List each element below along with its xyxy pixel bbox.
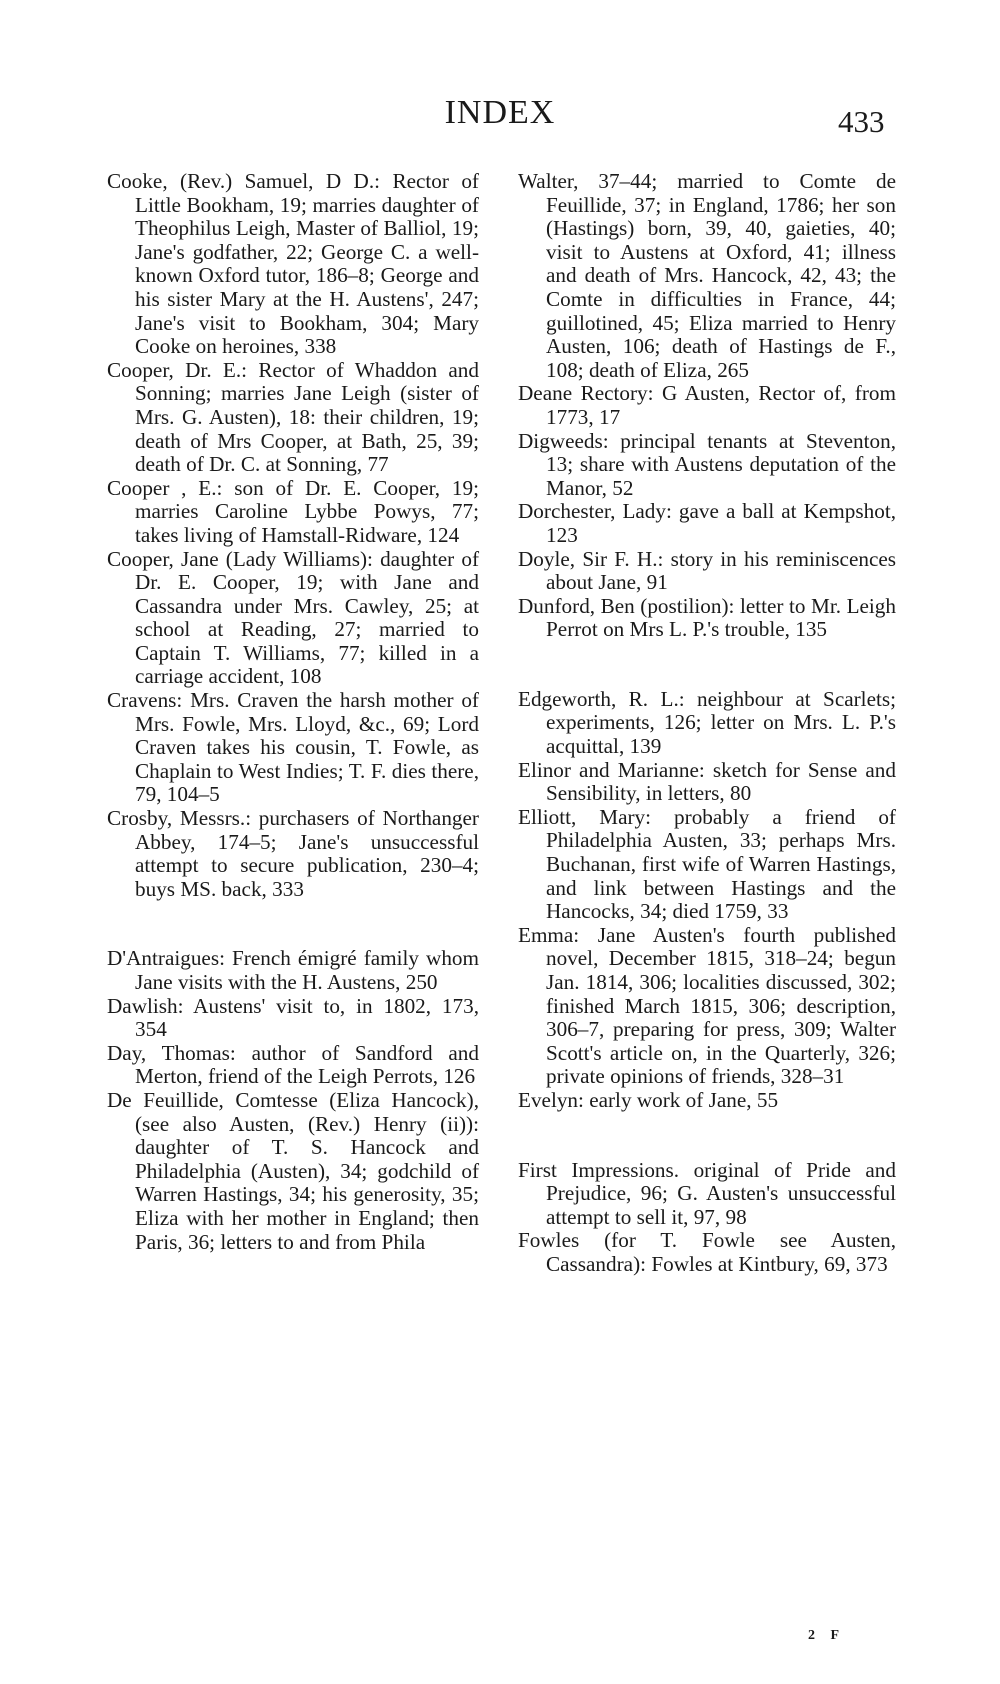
index-entry: Emma: Jane Austen's fourth published novel, December 1815, 318–24; begun Jan. 1814, 306; localities discussed, 302; finished March 1815, 306; description, 306–7, preparing for press, 309; Walter Scott's article on, in the Quarterly, 326; private opinions of friends, 328–31 xyxy=(518,922,896,1089)
index-entry: Crosby, Messrs.: purchasers of Northanger Abbey, 174–5; Jane's unsuccessful attempt to secure publication, 230–4; buys MS. back, 333 xyxy=(107,806,479,901)
index-entry: Elinor and Marianne: sketch for Sense and Sensibility, in letters, 80 xyxy=(518,757,896,806)
index-entry: Cooper, Dr. E.: Rector of Whaddon and Sonning; marries Jane Leigh (sister of Mrs. G. Austen), 18: their children, 19; death of Mrs Cooper, at Bath, 25, 39; death of Dr. C. at Sonning, 77 xyxy=(107,357,479,477)
page-number: 433 xyxy=(838,104,885,139)
index-entry: Day, Thomas: author of Sandford and Merton, friend of the Leigh Perrots, 126 xyxy=(107,1040,479,1089)
index-entry: Edgeworth, R. L.: neighbour at Scarlets; experiments, 126; letter on Mrs. L. P.'s acquittal, 139 xyxy=(518,686,896,759)
index-entry: Elliott, Mary: probably a friend of Philadelphia Austen, 33; perhaps Mrs. Buchanan, first wife of Warren Hastings, and link between Hastings and the Hancocks, 34; died 1759, 33 xyxy=(518,804,896,924)
page-header xyxy=(0,94,1000,144)
index-entry: De Feuillide, Comtesse (Eliza Hancock), (see also Austen, (Rev.) Henry (ii)): daughter of T. S. Hancock and Philadelphia (Austen), 34; godchild of Warren Hastings, 34; his generosity, 35; Eliza with her mother in England; then Paris, 36; letters to and from Phila xyxy=(107,1087,479,1254)
index-entry: Cooper , E.: son of Dr. E. Cooper, 19; marries Caroline Lybbe Powys, 77; takes living of Hamstall-Ridware, 124 xyxy=(107,475,479,547)
index-entry: Evelyn: early work of Jane, 55 xyxy=(518,1087,779,1112)
index-entry: Digweeds: principal tenants at Steventon, 13; share with Austens deputation of the Manor, 52 xyxy=(518,428,896,500)
index-entry: Cooke, (Rev.) Samuel, D D.: Rector of Little Bookham, 19; marries daughter of Theophilus Leigh, Master of Balliol, 19; Jane's godfather, 22; George C. a well-known Oxford tutor, 186–8; George and his sister Mary at the H. Austens', 247; Jane's visit to Bookham, 304; Mary Cooke on heroines, 338 xyxy=(107,169,479,359)
index-entry: Doyle, Sir F. H.: story in his reminiscences about Jane, 91 xyxy=(518,546,896,595)
index-entry: Walter, 37–44; married to Comte de Feuillide, 37; in England, 1786; her son (Hastings) born, 39, 40, gaieties, 40; visit to Austens at Oxford, 41; illness and death of Mrs. Hancock, 42, 43; the Comte in difficulties in France, 44; guillotined, 45; Eliza married to Henry Austen, 106; death of Hastings de F., 108; death of Eliza, 265 xyxy=(518,169,896,382)
index-entry: Cravens: Mrs. Craven the harsh mother of Mrs. Fowle, Mrs. Lloyd, &c., 69; Lord Craven takes his cousin, T. Fowle, as Chaplain to West Indies; T. F. dies there, 79, 104–5 xyxy=(107,688,479,807)
index-entry: Fowles (for T. Fowle see Austen, Cassandra): Fowles at Kintbury, 69, 373 xyxy=(518,1228,896,1276)
left-column xyxy=(107,170,479,1254)
index-entry: Dawlish: Austens' visit to, in 1802, 173, 354 xyxy=(107,993,479,1042)
signature-mark: 2 F xyxy=(808,1628,846,1643)
page-title: INDEX xyxy=(444,94,556,131)
right-column xyxy=(518,170,896,1277)
index-entry: Dunford, Ben (postilion): letter to Mr. Leigh Perrot on Mrs L. P.'s trouble, 135 xyxy=(518,593,896,642)
index-entry: Dorchester, Lady: gave a ball at Kempshot, 123 xyxy=(518,499,896,547)
index-entry: Cooper, Jane (Lady Williams): daughter of Dr. E. Cooper, 19; with Jane and Cassandra under Mrs. Cawley, 25; at school at Reading, 27; married to Captain T. Williams, 77; killed in a carriage accident, 108 xyxy=(107,546,479,689)
index-entry: D'Antraigues: French émigré family whom Jane visits with the H. Austens, 250 xyxy=(107,946,479,994)
index-entry: Deane Rectory: G Austen, Rector of, from 1773, 17 xyxy=(518,381,896,429)
index-entry: First Impressions. original of Pride and Prejudice, 96; G. Austen's unsuccessful attempt to sell it, 97, 98 xyxy=(518,1157,896,1229)
